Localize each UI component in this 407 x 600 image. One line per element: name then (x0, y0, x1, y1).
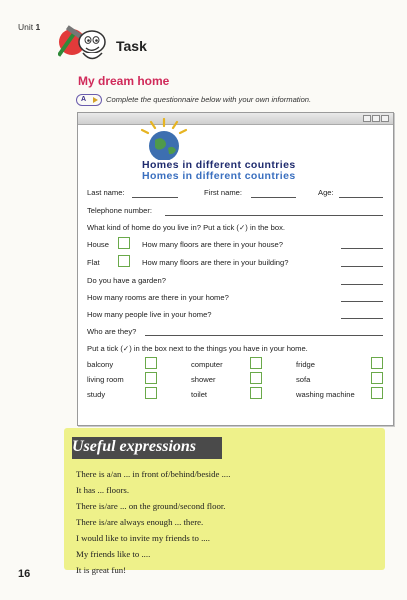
first-name-field[interactable] (251, 197, 296, 198)
people-question: How many people live in your home? (87, 310, 212, 319)
section-title: My dream home (78, 74, 170, 88)
expression-line: There is/are always enough ... there. (76, 517, 204, 527)
expression-line: My friends like to .... (76, 549, 151, 559)
flat-checkbox[interactable] (118, 255, 130, 267)
last-name-field[interactable] (132, 197, 178, 198)
mascot-icon (58, 20, 110, 66)
telephone-label: Telephone number: (87, 206, 153, 215)
garden-field[interactable] (341, 284, 383, 285)
item-checkbox[interactable] (371, 387, 383, 399)
play-icon (93, 97, 98, 103)
minimize-icon (363, 115, 371, 122)
house-label: House (87, 240, 109, 249)
questionnaire-title: Homes in different countries (142, 159, 296, 171)
who-field[interactable] (145, 335, 383, 336)
questionnaire-title-shadow: Homes in different countries (142, 170, 296, 182)
age-field[interactable] (339, 197, 383, 198)
people-field[interactable] (341, 318, 383, 319)
close-icon (381, 115, 389, 122)
flat-floors-field[interactable] (341, 266, 383, 267)
house-floors-field[interactable] (341, 248, 383, 249)
item-checkbox[interactable] (250, 357, 262, 369)
last-name-label: Last name: (87, 188, 125, 197)
activity-badge: A (76, 94, 102, 106)
garden-question: Do you have a garden? (87, 276, 166, 285)
item-label: sofa (296, 375, 311, 384)
home-kind-question: What kind of home do you live in? Put a tick (✓) in the box. (87, 223, 285, 232)
item-label: fridge (296, 360, 315, 369)
item-label: computer (191, 360, 223, 369)
expression-line: I would like to invite my friends to .... (76, 533, 210, 543)
telephone-field[interactable] (165, 215, 383, 216)
item-checkbox[interactable] (145, 357, 157, 369)
unit-label: Unit 1 (18, 22, 41, 32)
expression-line: It has ... floors. (76, 485, 130, 495)
flat-label: Flat (87, 258, 100, 267)
rooms-field[interactable] (341, 301, 383, 302)
things-instruction: Put a tick (✓) in the box next to the things you have in your home. (87, 344, 308, 353)
house-checkbox[interactable] (118, 237, 130, 249)
expression-line: There is a/an ... in front of/behind/beside .... (76, 469, 231, 479)
item-label: balcony (87, 360, 114, 369)
rooms-question: How many rooms are there in your home? (87, 293, 229, 302)
item-label: shower (191, 375, 216, 384)
first-name-label: First name: (204, 188, 242, 197)
globe-icon (135, 118, 193, 160)
item-checkbox[interactable] (145, 372, 157, 384)
age-label: Age: (318, 188, 334, 197)
task-title: Task (116, 38, 147, 54)
item-label: toilet (191, 390, 208, 399)
item-checkbox[interactable] (250, 387, 262, 399)
item-label: study (87, 390, 106, 399)
item-checkbox[interactable] (250, 372, 262, 384)
useful-expressions-heading: Useful expressions (72, 437, 222, 459)
item-checkbox[interactable] (145, 387, 157, 399)
house-floors-question: How many floors are there in your house? (142, 240, 283, 249)
maximize-icon (372, 115, 380, 122)
item-label: living room (87, 375, 124, 384)
expression-line: There is/are ... on the ground/second floor. (76, 501, 226, 511)
who-question: Who are they? (87, 327, 137, 336)
item-checkbox[interactable] (371, 372, 383, 384)
item-checkbox[interactable] (371, 357, 383, 369)
instruction-text: Complete the questionnaire below with your own information. (106, 95, 312, 104)
expression-line: It is great fun! (76, 565, 127, 575)
window-titlebar (78, 113, 393, 125)
page-number: 16 (18, 568, 31, 580)
item-label: washing machine (296, 390, 355, 399)
flat-floors-question: How many floors are there in your building? (142, 258, 289, 267)
